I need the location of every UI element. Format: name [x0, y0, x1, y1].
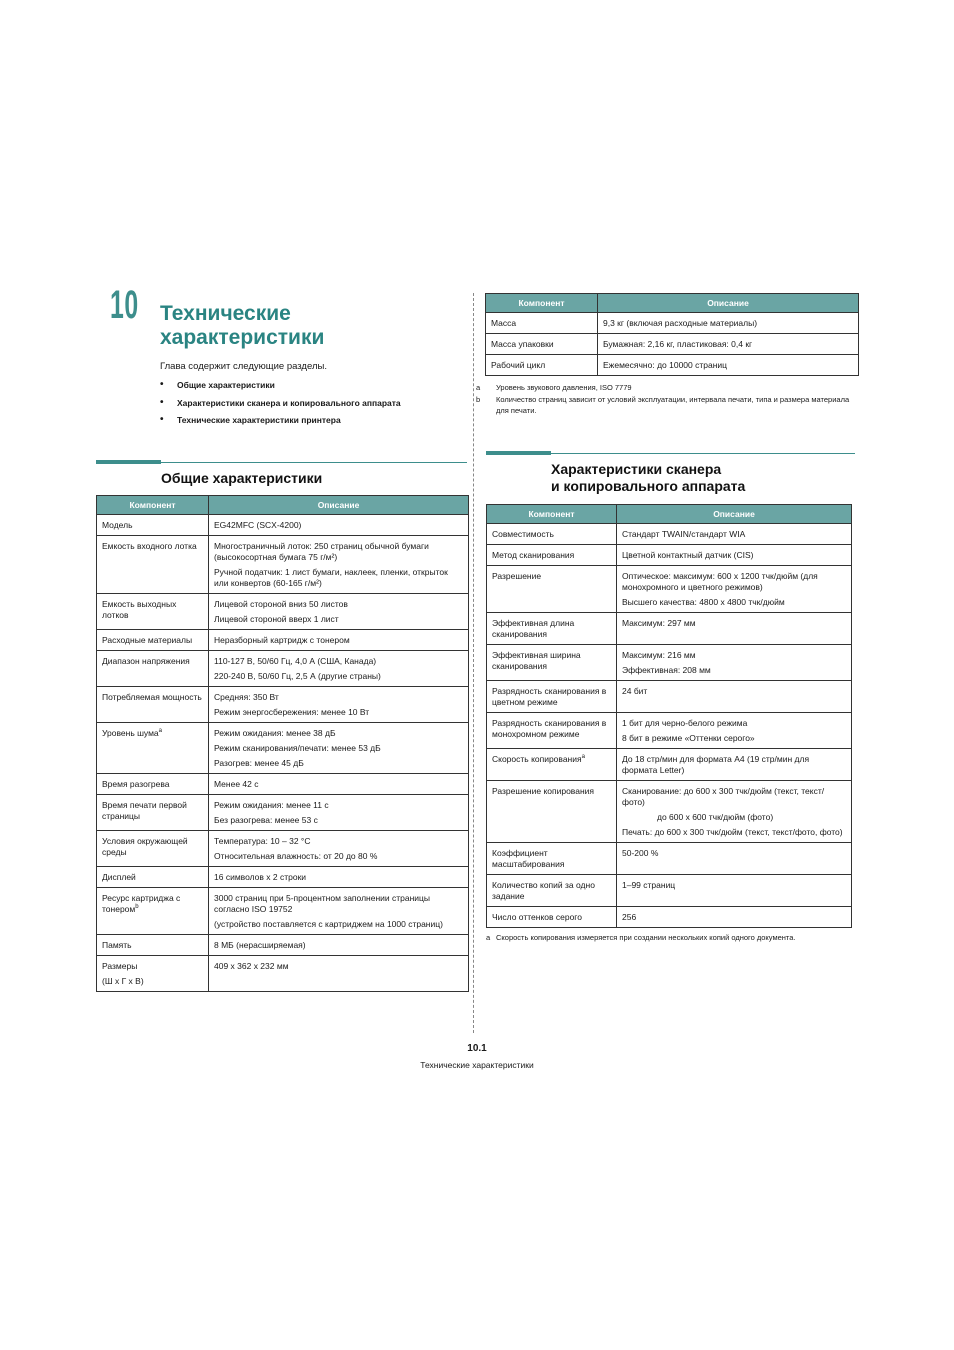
col-header-description: Описание — [598, 294, 859, 313]
cell-component — [97, 651, 209, 687]
cell-description — [617, 566, 852, 613]
description-line: Режим ожидания: менее 38 дБ — [214, 728, 336, 738]
cell-component — [97, 795, 209, 831]
footnote-label: a — [486, 933, 491, 942]
cell-component — [487, 681, 617, 713]
component-name: Масса упаковки — [491, 339, 554, 349]
component-name: Время печати первой страницы — [102, 800, 187, 821]
footnote-ref: a — [158, 728, 162, 735]
page-caption: Технические характеристики — [420, 1060, 534, 1070]
cell-description — [617, 749, 852, 781]
cell-component — [97, 515, 209, 536]
cell-component — [487, 749, 617, 781]
description-line: 16 символов x 2 строки — [214, 872, 307, 882]
cell-description — [617, 843, 852, 875]
component-name: Масса — [491, 318, 517, 328]
component-name: Дисплей — [102, 872, 136, 882]
description-line: Менее 42 с — [214, 779, 259, 789]
description-line: 1–99 страниц — [622, 880, 676, 890]
table-row — [487, 681, 852, 713]
description-line: Неразборный картридж с тонером — [214, 635, 350, 645]
description-line: Ежемесячно: до 10000 страниц — [603, 360, 728, 370]
cell-description — [617, 681, 852, 713]
component-name: Ресурс картриджа с тонером — [102, 893, 181, 914]
footnote-text: Количество страниц зависит от условий эксплуатации, интервала печати, типа и размера материала для печати. — [496, 395, 850, 415]
description-line: 8 бит в режиме «Оттенки серого» — [622, 733, 755, 743]
component-name: Эффективная длина сканирования — [492, 618, 575, 639]
footnote-scanner — [486, 932, 858, 943]
table-row — [97, 651, 469, 687]
cell-component — [97, 723, 209, 774]
cell-component — [97, 867, 209, 888]
table-row — [97, 956, 469, 992]
col-header-component: Компонент — [487, 505, 617, 524]
description-line: Относительная влажность: от 20 до 80 % — [214, 851, 378, 861]
table-row — [97, 774, 469, 795]
description-line: Режим энергосбережения: менее 10 Вт — [214, 707, 370, 717]
component-name: Скорость копирования — [492, 754, 582, 764]
page-number: 10.1 — [467, 1043, 487, 1054]
footnote-text: Уровень звукового давления, ISO 7779 — [496, 383, 632, 392]
component-name: Память — [102, 940, 132, 950]
component-name: Количество копий за одно задание — [492, 880, 595, 901]
component-name: Разрешение копирования — [492, 786, 594, 796]
component-name: Емкость входного лотка — [102, 541, 197, 551]
table-row — [97, 515, 469, 536]
component-name: Потребляемая мощность — [102, 692, 202, 702]
component-name: Разрядность сканирования в цветном режиме — [492, 686, 607, 707]
table-row — [97, 795, 469, 831]
section-bar — [486, 451, 551, 455]
column-divider — [473, 293, 474, 1033]
col-header-description: Описание — [209, 496, 469, 515]
cell-description — [617, 781, 852, 843]
cell-description — [617, 545, 852, 566]
cell-component — [97, 536, 209, 594]
table-row — [487, 749, 852, 781]
description-line: Максимум: 216 мм — [622, 650, 696, 660]
description-line: Эффективная: 208 мм — [622, 665, 711, 675]
cell-description — [209, 774, 469, 795]
description-line: Бумажная: 2,16 кг, пластиковая: 0,4 кг — [603, 339, 753, 349]
description-line: 256 — [622, 912, 637, 922]
cell-component — [487, 875, 617, 907]
general-specs-table-continued — [485, 293, 859, 376]
section-title-line1: Характеристики сканера — [551, 461, 722, 477]
cell-description — [209, 515, 469, 536]
description-line: До 18 стр/мин для формата A4 (19 стр/мин для формата Letter) — [622, 754, 810, 775]
description-line: 9,3 кг (включая расходные материалы) — [603, 318, 758, 328]
col-header-description: Описание — [617, 505, 852, 524]
general-specs-table — [96, 495, 469, 992]
toc-list — [160, 380, 401, 433]
footnote-label: b — [476, 395, 481, 404]
cell-description — [598, 313, 859, 334]
cell-description — [617, 713, 852, 749]
cell-description — [209, 935, 469, 956]
cell-description — [617, 875, 852, 907]
description-line: Сканирование: до 600 x 300 тчк/дюйм (текст, текст/фото) — [622, 786, 825, 807]
cell-description — [209, 630, 469, 651]
cell-component — [487, 713, 617, 749]
cell-description — [209, 795, 469, 831]
description-line: Температура: 10 – 32 °C — [214, 836, 311, 846]
table-row — [97, 687, 469, 723]
description-line: Многостраничный лоток: 250 страниц обычной бумаги (высокосортная бумага 75 г/м²) — [214, 541, 429, 562]
section-title-line2: и копировального аппарата — [551, 478, 746, 494]
description-line: Лицевой стороной вверх 1 лист — [214, 614, 339, 624]
cell-description — [209, 888, 469, 935]
description-line: Цветной контактный датчик (CIS) — [622, 550, 754, 560]
description-line: Лицевой стороной вниз 50 листов — [214, 599, 348, 609]
component-name: Условия окружающей среды — [102, 836, 188, 857]
table-row — [486, 334, 859, 355]
section-line — [161, 462, 467, 463]
cell-component — [97, 888, 209, 935]
component-name: Диапазон напряжения — [102, 656, 190, 666]
table-row — [97, 888, 469, 935]
description-line: Максимум: 297 мм — [622, 618, 696, 628]
cell-description — [209, 651, 469, 687]
cell-component — [97, 687, 209, 723]
description-line: Печать: до 600 x 300 тчк/дюйм (текст, текст/фото, фото) — [622, 827, 843, 837]
cell-component — [97, 935, 209, 956]
table-row — [97, 831, 469, 867]
table-row — [487, 613, 852, 645]
cell-description — [209, 723, 469, 774]
cell-component — [487, 781, 617, 843]
cell-component — [97, 831, 209, 867]
col-header-component: Компонент — [97, 496, 209, 515]
col-header-component: Компонент — [486, 294, 598, 313]
scanner-specs-table — [486, 504, 852, 928]
cell-description — [209, 831, 469, 867]
cell-component — [487, 843, 617, 875]
table-row — [97, 935, 469, 956]
cell-description — [209, 956, 469, 992]
table-row — [97, 536, 469, 594]
toc-item[interactable]: • Характеристики сканера и копировального аппарата — [160, 398, 401, 416]
component-name: Совместимость — [492, 529, 554, 539]
chapter-title-line2: характеристики — [160, 326, 325, 349]
cell-component — [486, 313, 598, 334]
footnotes-general — [476, 382, 858, 416]
component-name: Разрядность сканирования в монохромном режиме — [492, 718, 607, 739]
component-name: Уровень шума — [102, 728, 159, 738]
table-row — [487, 713, 852, 749]
component-name: Емкость выходных лотков — [102, 599, 177, 620]
cell-description — [598, 334, 859, 355]
table-row — [487, 545, 852, 566]
component-name: Коэффициент масштабирования — [492, 848, 565, 869]
cell-component — [97, 594, 209, 630]
component-name: Эффективная ширина сканирования — [492, 650, 581, 671]
cell-component — [487, 645, 617, 681]
table-row — [487, 907, 852, 928]
cell-description — [209, 867, 469, 888]
toc-item[interactable]: • Технические характеристики принтера — [160, 415, 401, 433]
cell-component — [487, 613, 617, 645]
description-line: 110-127 В, 50/60 Гц, 4,0 А (США, Канада) — [214, 656, 377, 666]
section-title-scanner — [551, 461, 745, 495]
table-row — [487, 781, 852, 843]
component-name-extra: (Ш x Г x В) — [102, 976, 144, 986]
chapter-number: 10 — [110, 283, 139, 327]
cell-component — [486, 355, 598, 376]
description-line: 409 x 362 x 232 мм — [214, 961, 289, 971]
cell-description — [209, 687, 469, 723]
table-row — [487, 875, 852, 907]
table-row — [486, 355, 859, 376]
cell-component — [97, 774, 209, 795]
table-row — [487, 843, 852, 875]
description-line: 24 бит — [622, 686, 648, 696]
table-row — [97, 723, 469, 774]
footnote-label: a — [476, 383, 481, 392]
description-line: EG42MFC (SCX-4200) — [214, 520, 302, 530]
description-line: до 600 x 600 тчк/дюйм (фото) — [657, 812, 774, 822]
component-name: Размеры — [102, 961, 138, 971]
footnote-ref: b — [135, 904, 139, 911]
description-line: 50-200 % — [622, 848, 659, 858]
description-line: Высшего качества: 4800 x 4800 тчк/дюйм — [622, 597, 785, 607]
cell-component — [487, 545, 617, 566]
footnote-ref: a — [581, 754, 585, 761]
description-line: 8 МБ (нерасширяемая) — [214, 940, 306, 950]
description-line: (устройство поставляется с картриджем на 1000 страниц) — [214, 919, 443, 929]
table-row — [487, 524, 852, 545]
cell-description — [617, 645, 852, 681]
cell-component — [486, 334, 598, 355]
component-name: Рабочий цикл — [491, 360, 546, 370]
section-line — [551, 453, 855, 454]
cell-description — [209, 536, 469, 594]
table-row — [97, 594, 469, 630]
component-name: Разрешение — [492, 571, 542, 581]
table-row — [486, 313, 859, 334]
cell-component — [487, 524, 617, 545]
component-name: Число оттенков серого — [492, 912, 582, 922]
component-name: Расходные материалы — [102, 635, 193, 645]
cell-description — [617, 524, 852, 545]
chapter-title-line1: Технические — [160, 302, 291, 325]
cell-description — [598, 355, 859, 376]
cell-description — [617, 907, 852, 928]
description-line: 3000 страниц при 5-процентном заполнении страницы согласно ISO 19752 — [214, 893, 431, 914]
chapter-intro: Глава содержит следующие разделы. — [160, 361, 327, 372]
description-line: Оптическое: максимум: 600 x 1200 тчк/дюйм (для монохромного и цветного режимов) — [622, 571, 818, 592]
section-title-general: Общие характеристики — [161, 470, 323, 486]
section-bar — [96, 460, 161, 464]
footnote — [476, 382, 858, 393]
table-row — [487, 645, 852, 681]
description-line: Стандарт TWAIN/стандарт WIA — [622, 529, 746, 539]
description-line: 1 бит для черно-белого режима — [622, 718, 748, 728]
chapter-title — [160, 302, 460, 350]
table-row — [97, 630, 469, 651]
footnote-text: Скорость копирования измеряется при создании нескольких копий одного документа. — [496, 933, 796, 942]
cell-component — [487, 907, 617, 928]
cell-component — [97, 630, 209, 651]
cell-description — [617, 613, 852, 645]
description-line: Разогрев: менее 45 дБ — [214, 758, 304, 768]
cell-description — [209, 594, 469, 630]
description-line: Режим ожидания: менее 11 с — [214, 800, 329, 810]
toc-item[interactable]: • Общие характеристики — [160, 380, 401, 398]
table-row — [97, 867, 469, 888]
cell-component — [487, 566, 617, 613]
description-line: 220-240 В, 50/60 Гц, 2,5 А (другие страны) — [214, 671, 381, 681]
description-line: Ручной податчик: 1 лист бумаги, наклеек, пленки, открыток или конвертов (60-165 г/м²) — [214, 567, 448, 588]
description-line: Без разогрева: менее 53 с — [214, 815, 318, 825]
description-line: Режим сканирования/печати: менее 53 дБ — [214, 743, 381, 753]
component-name: Время разогрева — [102, 779, 170, 789]
component-name: Модель — [102, 520, 133, 530]
component-name: Метод сканирования — [492, 550, 575, 560]
table-row — [487, 566, 852, 613]
footnote — [476, 394, 858, 416]
description-line: Средняя: 350 Вт — [214, 692, 279, 702]
cell-component — [97, 956, 209, 992]
